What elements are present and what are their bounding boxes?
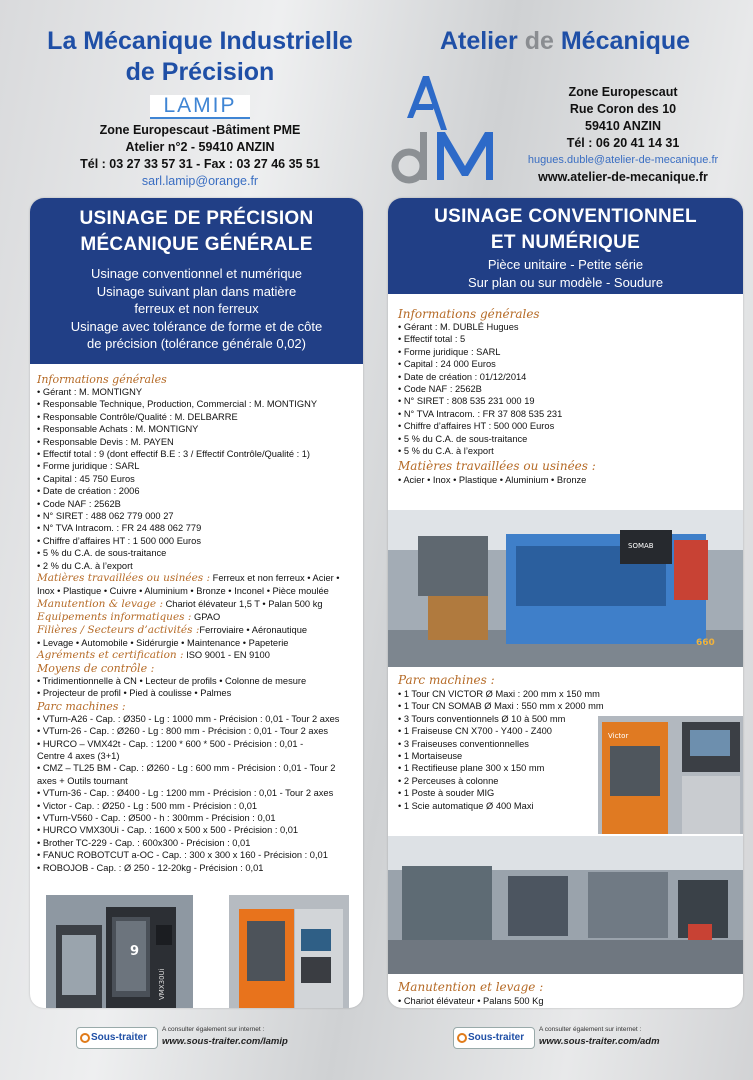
address-line: Rue Coron des 10 (569, 102, 677, 116)
title-part: Mécanique (553, 27, 691, 55)
approvals-heading: Agréments et certification : (37, 648, 184, 661)
info-item: • 5 % du C.A. de sous-traitance (37, 548, 167, 559)
park-item: • Brother TC-229 - Cap. : 600x300 - Précision : 0,01 (37, 837, 251, 848)
footer-caption: A consulter également sur internet : (162, 1026, 265, 1033)
address-line: 59410 ANZIN (585, 119, 661, 133)
info-heading: Informations générales (37, 373, 167, 386)
lamip-logo: LAMIP (150, 95, 250, 119)
lamip-footer (0, 1023, 376, 1053)
lamip-panel-body (30, 364, 363, 874)
park-item: • 1 Poste à souder MIG (398, 788, 495, 799)
materials-text: Ferreux et non ferreux • Acier • (210, 573, 340, 584)
materials-text: Inox • Plastique • Cuivre • Aluminium • Bronze • Inconel • Pièce moulée (37, 586, 329, 597)
info-item: • Gérant : M. DUBLÉ Hugues (398, 322, 519, 332)
lamip-address (0, 122, 400, 190)
park-item: • 1 Tour CN SOMAB Ø Maxi : 550 mm x 2000 mm (398, 701, 604, 712)
lamip-title-line2: de Précision (125, 58, 275, 86)
info-item: • 5 % du C.A. à l’export (398, 446, 494, 457)
info-item: • Code NAF : 2562B (398, 384, 482, 395)
info-item: • N° SIRET : 808 535 231 000 19 (398, 396, 535, 407)
info-item: • Date de création : 01/12/2014 (398, 371, 527, 382)
info-item: • Date de création : 2006 (37, 486, 140, 497)
control-item: • Tridimentionnelle à CN • Lecteur de profils • Colonne de mesure (37, 675, 307, 686)
somab-lathe-photo (388, 510, 743, 667)
address-line: Atelier n°2 - 59410 ANZIN (125, 140, 275, 154)
control-item: • Projecteur de profil • Pied à coulisse • Palmes (37, 688, 232, 699)
info-item: • Responsable Technique, Production, Commercial : M. MONTIGNY (37, 399, 318, 410)
victor-lathe-photo (598, 716, 743, 834)
handling-row (37, 598, 363, 611)
footer-caption: A consulter également sur internet : (539, 1026, 642, 1033)
address-line: Zone Europescaut (568, 85, 678, 99)
machine-number-label: 9 (130, 944, 140, 959)
adm-logo-icon (389, 70, 501, 188)
adm-panel (388, 198, 743, 1008)
workshop-illustration (388, 836, 743, 974)
sous-traiter-logo (453, 1027, 535, 1049)
sectors-text: • Levage • Automobile • Sidérurgie • Maintenance • Papeterie (37, 637, 289, 648)
info-item: • 5 % du C.A. de sous-traitance (398, 433, 528, 444)
workshop-photo (388, 836, 743, 974)
park-item: • 2 Perceuses à colonne (398, 775, 499, 786)
address-line: Tél : 03 27 33 57 31 - Fax : 03 27 46 35 51 (80, 157, 320, 171)
info-item: • Forme juridique : SARL (398, 346, 501, 357)
adm-website-link[interactable]: www.atelier-de-mecanique.fr (538, 170, 708, 184)
materials-heading: Matières travaillées ou usinées : (37, 572, 211, 585)
park-item: • ROBOJOB - Cap. : Ø 250 - 12-20kg - Précision : 0,01 (37, 862, 264, 873)
lamip-panel (30, 198, 363, 1008)
panel-title-line2: ET NUMÉRIQUE (490, 232, 641, 253)
it-row (37, 611, 363, 624)
lamip-title (0, 26, 400, 88)
address-line: Tél : 06 20 41 14 31 (566, 136, 680, 150)
park-item: axes + Outils tournant (37, 775, 128, 786)
adm-email-link[interactable]: hugues.duble@atelier-de-mecanique.fr (527, 154, 719, 166)
victor-lathe-illustration (598, 716, 743, 834)
park-item: • 1 Mortaiseuse (398, 751, 463, 762)
info-item: • N° SIRET : 488 062 779 000 27 (37, 511, 174, 522)
adm-address (503, 84, 743, 186)
lamip-panel-header (30, 198, 363, 364)
adm-title (377, 26, 753, 57)
park-item: • HURCO VMX30Ui - Cap. : 1600 x 500 x 500 - Précision : 0,01 (37, 825, 299, 836)
robot-machine-illustration (229, 895, 349, 1008)
lamip-title-line1: La Mécanique Industrielle (47, 27, 353, 55)
control-heading: Moyens de contrôle : (37, 661, 155, 675)
info-item: • Responsable Contrôle/Qualité : M. DELBARRE (37, 411, 238, 422)
adm-park-block (398, 673, 604, 812)
info-item: • N° TVA Intracom. : FR 37 808 535 231 (398, 408, 563, 419)
adm-panel-header (388, 198, 743, 294)
panel-sub-line: Usinage avec tolérance de forme et de côte (70, 318, 323, 334)
park-item: • FANUC ROBOTCUT a-OC - Cap. : 300 x 300 x 160 - Précision : 0,01 (37, 850, 328, 861)
park-item: • 3 Fraiseuses conventionnelles (398, 738, 529, 749)
info-item: • Capital : 45 750 Euros (37, 473, 135, 484)
cnc-machine-illustration (46, 895, 193, 1008)
lathe-brand-label: SOMAB (628, 542, 654, 550)
adm-footer-link[interactable]: www.sous-traiter.com/adm (539, 1036, 660, 1047)
panel-title-line1: USINAGE CONVENTIONNEL (434, 206, 697, 227)
robot-machine-photo (229, 895, 349, 1008)
info-item: • Forme juridique : SARL (37, 461, 140, 472)
panel-sub-line: Usinage suivant plan dans matière (96, 283, 297, 299)
park-item: • VTurn-V560 - Cap. : Ø500 - h : 300mm - Précision : 0,01 (37, 812, 276, 823)
park-item: • Victor - Cap. : Ø250 - Lg : 500 mm - Précision : 0,01 (37, 800, 258, 811)
park-item: • VTurn-36 - Cap. : Ø400 - Lg : 1200 mm - Précision : 0,01 - Tour 2 axes (37, 788, 334, 799)
park-item: • 1 Tour CN VICTOR Ø Maxi : 200 mm x 150 mm (398, 689, 600, 699)
adm-footer (377, 1023, 753, 1053)
handling-heading: Manutention & levage : (37, 597, 163, 610)
info-item: • Gérant : M. MONTIGNY (37, 387, 143, 397)
cnc-machine-photo (46, 895, 193, 1008)
sectors-text: Ferroviaire • Aéronautique (199, 624, 308, 635)
park-item: Centre 4 axes (3+1) (37, 750, 120, 761)
info-heading: Informations générales (398, 307, 540, 321)
park-item: • 3 Tours conventionnels Ø 10 à 500 mm (398, 713, 566, 724)
approvals-row (37, 649, 363, 662)
materials-row (37, 572, 363, 585)
info-item: • Capital : 24 000 Euros (398, 359, 496, 370)
park-item: • HURCO – VMX42t - Cap. : 1200 * 600 * 500 - Précision : 0,01 - (37, 738, 304, 749)
it-text: GPAO (191, 611, 221, 622)
info-item: • Effectif total : 5 (398, 334, 466, 345)
lamip-email-link[interactable]: sarl.lamip@orange.fr (141, 174, 259, 188)
park-item: • 1 Fraiseuse CN X700 - Y400 - Z400 (398, 726, 552, 737)
park-item: • CMZ – TL25 BM - Cap. : Ø260 - Lg : 600 mm - Précision : 0,01 - Tour 2 (37, 763, 336, 774)
park-item: • VTurn-26 - Cap. : Ø260 - Lg : 800 mm - Précision : 0,01 - Tour 2 axes (37, 726, 329, 737)
park-item: • 1 Scie automatique Ø 400 Maxi (398, 800, 534, 811)
panel-sub-line: Pièce unitaire - Petite série (487, 257, 644, 272)
info-item: • Chiffre d’affaires HT : 1 500 000 Euros (37, 535, 201, 546)
info-item: • 2 % du C.A. à l’export (37, 560, 133, 571)
panel-sub-line: ferreux et non ferreux (134, 301, 259, 316)
sectors-row (37, 624, 363, 637)
lamip-footer-link[interactable]: www.sous-traiter.com/lamip (162, 1036, 288, 1047)
sous-traiter-logo-icon (457, 1033, 467, 1043)
panel-sub-line: de précision (tolérance générale 0,02) (87, 336, 306, 351)
panel-sub-line: Usinage conventionnel et numérique (90, 266, 303, 281)
info-item: • N° TVA Intracom. : FR 24 488 062 779 (37, 523, 202, 534)
panel-sub-line: Sur plan ou sur modèle - Soudure (467, 274, 664, 290)
workshop-lathe-illustration (388, 510, 743, 667)
info-item: • Code NAF : 2562B (37, 498, 121, 509)
panel-title-line1: USINAGE DE PRÉCISION (79, 208, 314, 229)
sectors-heading: Filières / Secteurs d’activités : (37, 623, 200, 636)
info-item: • Responsable Devis : M. PAYEN (37, 436, 174, 447)
materials-heading: Matières travaillées ou usinées : (398, 459, 596, 474)
title-part: de (524, 27, 554, 55)
handling-text: • Chariot élévateur • Palans 500 Kg (398, 996, 544, 1006)
info-item: • Chiffre d’affaires HT : 500 000 Euros (398, 421, 555, 432)
lathe-model-label: 660 (696, 638, 715, 648)
materials-text: • Acier • Inox • Plastique • Aluminium • Bronze (398, 475, 587, 486)
park-item: • VTurn-A26 - Cap. : Ø350 - Lg : 1000 mm - Précision : 0,01 - Tour 2 axes (37, 713, 340, 724)
sous-traiter-logo-icon (80, 1033, 90, 1043)
victor-brand-label: Victor (608, 732, 629, 740)
approvals-text: ISO 9001 - EN 9100 (183, 649, 270, 660)
adm-handling-block (398, 980, 544, 1007)
info-item: • Effectif total : 9 (dont effectif B.E : 3 / Effectif Contrôle/Qualité : 1) (37, 449, 311, 460)
park-item: • 1 Rectifieuse plane 300 x 150 mm (398, 763, 545, 774)
park-heading: Parc machines : (398, 673, 495, 687)
title-part: Atelier (439, 27, 525, 55)
adm-info-block (388, 294, 743, 487)
address-line: Zone Europescaut -Bâtiment PME (99, 123, 301, 137)
handling-heading: Manutention et levage : (398, 980, 544, 994)
park-heading: Parc machines : (37, 699, 126, 713)
info-item: • Responsable Achats : M. MONTIGNY (37, 424, 199, 435)
machine-model-label: VMX30Ui (158, 968, 166, 1000)
panel-title-line2: MÉCANIQUE GÉNÉRALE (80, 234, 313, 255)
sous-traiter-logo (76, 1027, 158, 1049)
logo-text: Sous-traiter (91, 1032, 148, 1043)
logo-text: Sous-traiter (468, 1032, 525, 1043)
it-heading: Equipements informatiques : (37, 610, 192, 623)
handling-text: Chariot élévateur 1,5 T • Palan 500 kg (163, 598, 323, 609)
